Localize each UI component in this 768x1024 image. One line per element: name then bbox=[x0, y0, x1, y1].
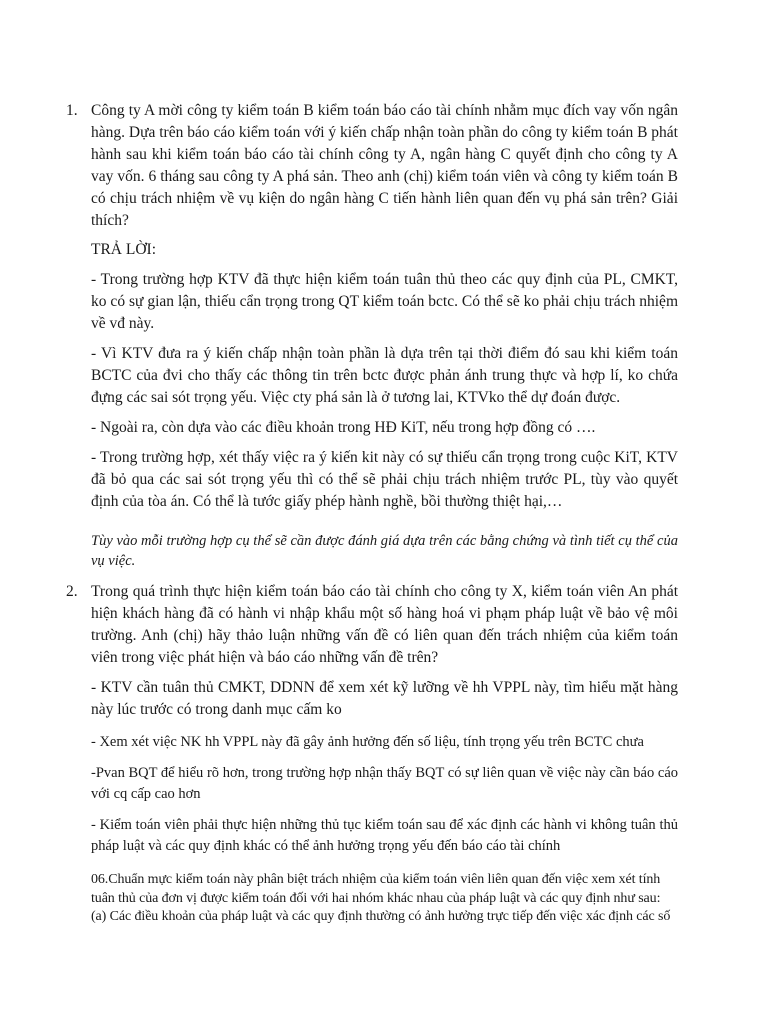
question-number: 1. bbox=[66, 102, 78, 119]
answer-paragraph: - KTV cần tuân thủ CMKT, DDNN để xem xét kỹ lưỡng về hh VPPL này, tìm hiểu mặt hàng này lúc trước có trong danh mục cấm ko bbox=[91, 679, 678, 718]
answer-paragraph: - Kiểm toán viên phải thực hiện những thủ tục kiểm toán sau để xác định các hành vi không tuân thủ pháp luật và các quy định khác có thể ảnh hưởng trọng yếu đến báo cáo tài chính bbox=[91, 817, 678, 854]
question-body bbox=[91, 581, 678, 927]
italic-note: Tùy vào mỗi trường hợp cụ thể sẽ cần được đánh giá dựa trên các bằng chứng và tình tiết cụ thể của vụ việc. bbox=[91, 533, 678, 569]
answer-paragraph: - Trong trường hợp, xét thấy việc ra ý kiến kit này có sự thiếu cẩn trọng trong cuộc KiT, KTV đã bỏ qua các sai sót trọng yếu thì có thể sẽ phải chịu trách nhiệm trước PL, tùy vào quyết định của tòa án. Có thể là tước giấy phép hành nghề, bồi thường thiệt hại,… bbox=[91, 449, 678, 510]
question-number: 2. bbox=[66, 583, 78, 600]
answer-paragraph: - Vì KTV đưa ra ý kiến chấp nhận toàn phần là dựa trên tại thời điểm đó sau khi kiểm toán BCTC của đvi cho thấy các thông tin trên bctc được phản ánh trung thực và hợp lí, ko chứa đựng các sai sót trọng yếu. Việc cty phá sản là ở tương lai, KTVko thể dự đoán được. bbox=[91, 345, 678, 406]
question-2 bbox=[66, 581, 678, 927]
question-1 bbox=[66, 100, 678, 571]
question-body bbox=[91, 100, 678, 571]
answer-paragraph: - Ngoài ra, còn dựa vào các điều khoản trong HĐ KiT, nếu trong hợp đồng có …. bbox=[91, 419, 596, 436]
answer-paragraph: - Trong trường hợp KTV đã thực hiện kiểm toán tuân thủ theo các quy định của PL, CMKT, ko có sự gian lận, thiếu cẩn trọng trong QT kiểm toán bctc. Có thể sẽ ko phải chịu trách nhiệm về vđ này. bbox=[91, 271, 678, 332]
question-text: Công ty A mời công ty kiểm toán B kiểm toán báo cáo tài chính nhằm mục đích vay vốn ngân hàng. Dựa trên báo cáo kiểm toán với ý kiến chấp nhận toàn phần do công ty kiểm toán B phát hành sau khi kiểm toán báo cáo tài chính công ty A, ngân hàng C quyết định cho công ty A vay vốn. 6 tháng sau công ty A phá sản. Theo anh (chị) kiểm toán viên và công ty kiểm toán B có chịu trách nhiệm về vụ kiện do ngân hàng C tiến hành liên quan đến vụ phá sản trên? Giải thích? bbox=[91, 102, 678, 229]
question-text: Trong quá trình thực hiện kiểm toán báo cáo tài chính cho công ty X, kiểm toán viên An phát hiện khách hàng đã có hành vi nhập khẩu một số hàng hoá vi phạm pháp luật về bảo vệ môi trường. Anh (chị) hãy thảo luận những vấn đề có liên quan đến trách nhiệm của kiểm toán viên trong việc phát hiện và báo cáo những vấn đề trên? bbox=[91, 583, 678, 666]
standard-excerpt: 06.Chuẩn mực kiểm toán này phân biệt trách nhiệm của kiểm toán viên liên quan đến việc xem xét tính tuân thủ của đơn vị được kiểm toán đối với hai nhóm khác nhau của pháp luật và các quy định như sau: (a) Các điều khoản của pháp luật và các quy định thường có ảnh hưởng trực tiếp đến việc xác định các số bbox=[91, 872, 671, 924]
answer-heading: TRẢ LỜI: bbox=[91, 241, 157, 258]
answer-paragraph: -Pvan BQT để hiểu rõ hơn, trong trường hợp nhận thấy BQT có sự liên quan về việc này cần báo cáo với cq cấp cao hơn bbox=[91, 765, 678, 802]
answer-paragraph: - Xem xét việc NK hh VPPL này đã gây ảnh hưởng đến số liệu, tính trọng yếu trên BCTC chưa bbox=[91, 734, 644, 750]
